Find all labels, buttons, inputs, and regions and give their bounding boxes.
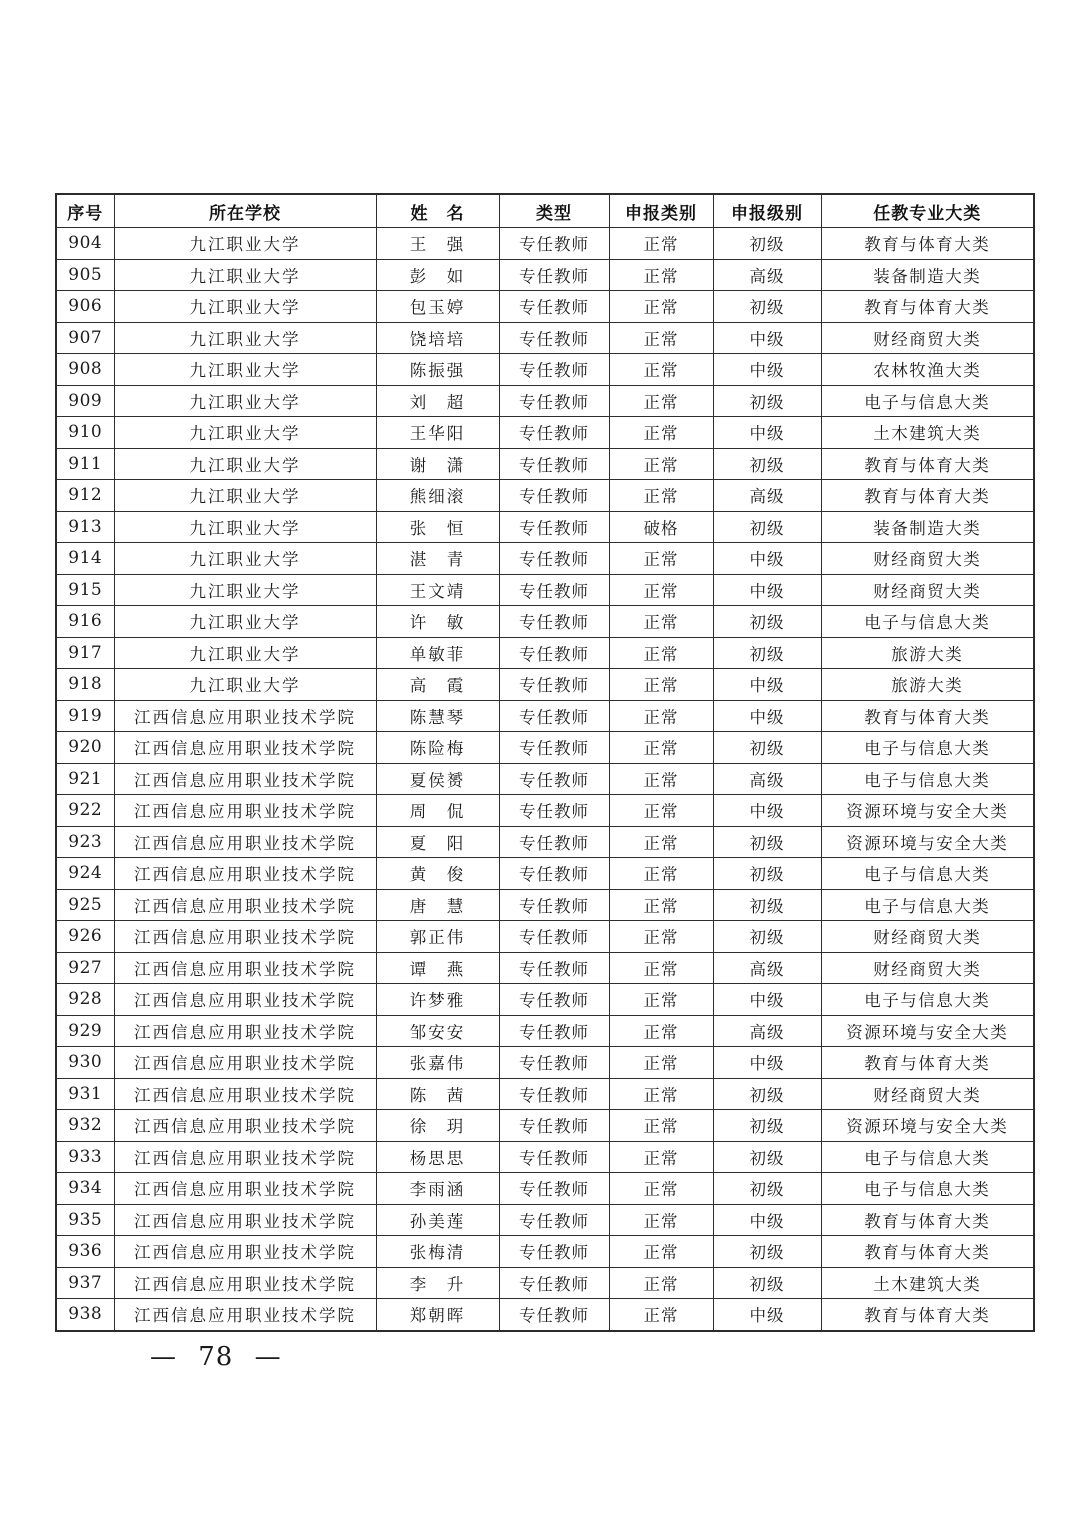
cell-apply_category: 正常 [609,763,713,795]
cell-school: 江西信息应用职业技术学院 [114,1236,376,1268]
cell-apply_level: 中级 [713,354,821,386]
cell-apply_category: 正常 [609,1141,713,1173]
cell-apply_category: 正常 [609,1047,713,1079]
cell-apply_category: 正常 [609,826,713,858]
cell-name: 张梅清 [376,1236,499,1268]
cell-major_category: 土木建筑大类 [821,417,1034,449]
cell-index: 934 [56,1173,114,1205]
cell-major_category: 电子与信息大类 [821,385,1034,417]
cell-index: 935 [56,1204,114,1236]
cell-name: 王华阳 [376,417,499,449]
cell-type: 专任教师 [499,952,609,984]
col-header-major-category: 任教专业大类 [821,194,1034,228]
table-row [56,448,1034,480]
cell-type: 专任教师 [499,637,609,669]
table-row [56,322,1034,354]
cell-apply_category: 正常 [609,1078,713,1110]
cell-name: 高 霞 [376,669,499,701]
cell-apply_category: 正常 [609,417,713,449]
cell-apply_level: 初级 [713,448,821,480]
table-row [56,291,1034,323]
cell-school: 江西信息应用职业技术学院 [114,700,376,732]
cell-apply_category: 破格 [609,511,713,543]
cell-type: 专任教师 [499,1236,609,1268]
cell-apply_level: 初级 [713,1267,821,1299]
cell-name: 孙美莲 [376,1204,499,1236]
cell-apply_level: 初级 [713,291,821,323]
cell-type: 专任教师 [499,1015,609,1047]
cell-index: 933 [56,1141,114,1173]
cell-apply_category: 正常 [609,669,713,701]
cell-name: 杨思思 [376,1141,499,1173]
cell-index: 930 [56,1047,114,1079]
cell-major_category: 财经商贸大类 [821,543,1034,575]
cell-major_category: 电子与信息大类 [821,889,1034,921]
table-row [56,354,1034,386]
table-row [56,858,1034,890]
cell-type: 专任教师 [499,1299,609,1331]
cell-apply_level: 初级 [713,732,821,764]
cell-apply_category: 正常 [609,448,713,480]
cell-name: 李 升 [376,1267,499,1299]
cell-apply_category: 正常 [609,259,713,291]
cell-school: 江西信息应用职业技术学院 [114,921,376,953]
cell-school: 九江职业大学 [114,259,376,291]
cell-apply_level: 初级 [713,228,821,260]
table-row [56,669,1034,701]
table-row [56,574,1034,606]
cell-apply_level: 中级 [713,795,821,827]
cell-major_category: 旅游大类 [821,669,1034,701]
cell-index: 927 [56,952,114,984]
cell-index: 922 [56,795,114,827]
cell-apply_level: 初级 [713,511,821,543]
table-row [56,952,1034,984]
cell-apply_category: 正常 [609,1299,713,1331]
teacher-roster-table [55,193,1035,1332]
cell-apply_level: 初级 [713,858,821,890]
cell-index: 938 [56,1299,114,1331]
cell-type: 专任教师 [499,889,609,921]
cell-name: 郭正伟 [376,921,499,953]
cell-major_category: 电子与信息大类 [821,858,1034,890]
cell-apply_level: 中级 [713,322,821,354]
cell-school: 江西信息应用职业技术学院 [114,1047,376,1079]
cell-index: 911 [56,448,114,480]
cell-major_category: 资源环境与安全大类 [821,826,1034,858]
cell-index: 914 [56,543,114,575]
table-row [56,1267,1034,1299]
cell-apply_level: 高级 [713,763,821,795]
cell-name: 唐 慧 [376,889,499,921]
cell-major_category: 农林牧渔大类 [821,354,1034,386]
cell-type: 专任教师 [499,480,609,512]
cell-apply_level: 高级 [713,259,821,291]
cell-apply_level: 初级 [713,1078,821,1110]
cell-school: 九江职业大学 [114,669,376,701]
cell-apply_category: 正常 [609,322,713,354]
cell-type: 专任教师 [499,228,609,260]
cell-type: 专任教师 [499,1173,609,1205]
cell-index: 913 [56,511,114,543]
cell-index: 925 [56,889,114,921]
cell-apply_level: 中级 [713,417,821,449]
cell-apply_category: 正常 [609,606,713,638]
cell-apply_category: 正常 [609,700,713,732]
table-row [56,1078,1034,1110]
cell-type: 专任教师 [499,291,609,323]
cell-name: 许梦雅 [376,984,499,1016]
cell-index: 908 [56,354,114,386]
cell-major_category: 电子与信息大类 [821,1141,1034,1173]
cell-school: 江西信息应用职业技术学院 [114,1173,376,1205]
table-row [56,637,1034,669]
col-header-apply-level: 申报级别 [713,194,821,228]
cell-index: 907 [56,322,114,354]
cell-school: 江西信息应用职业技术学院 [114,889,376,921]
cell-type: 专任教师 [499,1047,609,1079]
cell-apply_category: 正常 [609,1236,713,1268]
cell-index: 923 [56,826,114,858]
cell-type: 专任教师 [499,448,609,480]
cell-type: 专任教师 [499,732,609,764]
cell-school: 九江职业大学 [114,228,376,260]
cell-apply_level: 中级 [713,984,821,1016]
cell-major_category: 土木建筑大类 [821,1267,1034,1299]
cell-name: 张嘉伟 [376,1047,499,1079]
cell-major_category: 资源环境与安全大类 [821,1015,1034,1047]
cell-school: 江西信息应用职业技术学院 [114,1204,376,1236]
cell-type: 专任教师 [499,984,609,1016]
cell-type: 专任教师 [499,858,609,890]
cell-apply_level: 初级 [713,1236,821,1268]
cell-index: 920 [56,732,114,764]
cell-type: 专任教师 [499,1204,609,1236]
cell-name: 彭 如 [376,259,499,291]
cell-major_category: 财经商贸大类 [821,574,1034,606]
cell-major_category: 资源环境与安全大类 [821,795,1034,827]
cell-major_category: 教育与体育大类 [821,480,1034,512]
table-row [56,1141,1034,1173]
cell-apply_category: 正常 [609,1015,713,1047]
table-row [56,606,1034,638]
cell-school: 九江职业大学 [114,511,376,543]
cell-school: 九江职业大学 [114,322,376,354]
cell-type: 专任教师 [499,354,609,386]
cell-apply_level: 中级 [713,1299,821,1331]
cell-type: 专任教师 [499,606,609,638]
table-row [56,1299,1034,1331]
cell-name: 陈险梅 [376,732,499,764]
cell-name: 夏 阳 [376,826,499,858]
cell-major_category: 教育与体育大类 [821,1047,1034,1079]
cell-school: 九江职业大学 [114,606,376,638]
cell-index: 929 [56,1015,114,1047]
cell-school: 江西信息应用职业技术学院 [114,1078,376,1110]
cell-school: 江西信息应用职业技术学院 [114,826,376,858]
cell-type: 专任教师 [499,1078,609,1110]
cell-major_category: 财经商贸大类 [821,952,1034,984]
cell-index: 904 [56,228,114,260]
cell-school: 江西信息应用职业技术学院 [114,1141,376,1173]
cell-apply_level: 高级 [713,480,821,512]
table-row [56,385,1034,417]
table-row [56,732,1034,764]
cell-type: 专任教师 [499,385,609,417]
cell-index: 915 [56,574,114,606]
cell-apply_category: 正常 [609,1204,713,1236]
table-body [56,228,1034,1331]
cell-school: 江西信息应用职业技术学院 [114,763,376,795]
cell-type: 专任教师 [499,826,609,858]
cell-major_category: 装备制造大类 [821,259,1034,291]
cell-name: 黄 俊 [376,858,499,890]
cell-apply_level: 初级 [713,921,821,953]
col-header-type: 类型 [499,194,609,228]
cell-name: 张 恒 [376,511,499,543]
cell-type: 专任教师 [499,669,609,701]
cell-apply_category: 正常 [609,574,713,606]
cell-school: 九江职业大学 [114,543,376,575]
cell-apply_category: 正常 [609,228,713,260]
cell-index: 918 [56,669,114,701]
cell-apply_category: 正常 [609,543,713,575]
cell-type: 专任教师 [499,511,609,543]
cell-apply_category: 正常 [609,637,713,669]
cell-apply_level: 初级 [713,826,821,858]
cell-type: 专任教师 [499,417,609,449]
col-header-name: 姓 名 [376,194,499,228]
cell-index: 937 [56,1267,114,1299]
table-row [56,795,1034,827]
table-row [56,984,1034,1016]
cell-name: 陈慧琴 [376,700,499,732]
cell-major_category: 电子与信息大类 [821,606,1034,638]
cell-name: 王文靖 [376,574,499,606]
cell-name: 陈 茜 [376,1078,499,1110]
cell-school: 江西信息应用职业技术学院 [114,1299,376,1331]
cell-name: 郑朝晖 [376,1299,499,1331]
cell-major_category: 财经商贸大类 [821,1078,1034,1110]
cell-type: 专任教师 [499,1267,609,1299]
cell-school: 九江职业大学 [114,385,376,417]
cell-index: 924 [56,858,114,890]
cell-index: 910 [56,417,114,449]
cell-apply_level: 初级 [713,889,821,921]
cell-school: 九江职业大学 [114,480,376,512]
cell-index: 932 [56,1110,114,1142]
cell-apply_category: 正常 [609,354,713,386]
cell-apply_level: 中级 [713,543,821,575]
cell-school: 江西信息应用职业技术学院 [114,1015,376,1047]
table-row [56,1047,1034,1079]
cell-apply_level: 初级 [713,1110,821,1142]
table-row [56,826,1034,858]
cell-type: 专任教师 [499,574,609,606]
cell-index: 905 [56,259,114,291]
cell-name: 许 敏 [376,606,499,638]
cell-type: 专任教师 [499,795,609,827]
cell-major_category: 教育与体育大类 [821,1236,1034,1268]
cell-apply_category: 正常 [609,952,713,984]
cell-apply_level: 高级 [713,952,821,984]
table-row [56,228,1034,260]
cell-index: 906 [56,291,114,323]
cell-type: 专任教师 [499,322,609,354]
cell-type: 专任教师 [499,1110,609,1142]
cell-major_category: 教育与体育大类 [821,1204,1034,1236]
cell-apply_level: 中级 [713,574,821,606]
cell-apply_level: 中级 [713,669,821,701]
cell-school: 江西信息应用职业技术学院 [114,984,376,1016]
cell-apply_level: 初级 [713,1173,821,1205]
cell-index: 919 [56,700,114,732]
cell-apply_category: 正常 [609,889,713,921]
cell-major_category: 教育与体育大类 [821,1299,1034,1331]
cell-major_category: 教育与体育大类 [821,291,1034,323]
cell-school: 九江职业大学 [114,417,376,449]
col-header-school: 所在学校 [114,194,376,228]
cell-school: 江西信息应用职业技术学院 [114,1267,376,1299]
cell-apply_level: 中级 [713,1047,821,1079]
cell-major_category: 装备制造大类 [821,511,1034,543]
table-row [56,1173,1034,1205]
cell-apply_level: 中级 [713,1204,821,1236]
cell-major_category: 教育与体育大类 [821,448,1034,480]
col-header-index: 序号 [56,194,114,228]
cell-type: 专任教师 [499,543,609,575]
cell-major_category: 资源环境与安全大类 [821,1110,1034,1142]
teacher-roster-table-wrap [55,193,1035,1332]
cell-name: 徐 玥 [376,1110,499,1142]
cell-school: 江西信息应用职业技术学院 [114,732,376,764]
cell-major_category: 教育与体育大类 [821,700,1034,732]
cell-index: 909 [56,385,114,417]
table-row [56,1110,1034,1142]
cell-name: 单敏菲 [376,637,499,669]
table-row [56,1015,1034,1047]
cell-apply_category: 正常 [609,732,713,764]
cell-name: 李雨涵 [376,1173,499,1205]
cell-major_category: 旅游大类 [821,637,1034,669]
cell-major_category: 电子与信息大类 [821,732,1034,764]
cell-apply_level: 初级 [713,606,821,638]
cell-school: 江西信息应用职业技术学院 [114,1110,376,1142]
table-row [56,511,1034,543]
cell-apply_category: 正常 [609,480,713,512]
cell-apply_category: 正常 [609,795,713,827]
cell-name: 包玉婷 [376,291,499,323]
cell-name: 湛 青 [376,543,499,575]
col-header-apply-category: 申报类别 [609,194,713,228]
table-row [56,417,1034,449]
table-row [56,480,1034,512]
cell-apply_category: 正常 [609,984,713,1016]
cell-apply_category: 正常 [609,291,713,323]
cell-major_category: 电子与信息大类 [821,984,1034,1016]
cell-school: 九江职业大学 [114,574,376,606]
cell-school: 九江职业大学 [114,637,376,669]
cell-major_category: 财经商贸大类 [821,322,1034,354]
cell-name: 熊细滚 [376,480,499,512]
cell-major_category: 电子与信息大类 [821,763,1034,795]
table-row [56,259,1034,291]
cell-apply_level: 初级 [713,385,821,417]
cell-school: 九江职业大学 [114,291,376,323]
cell-school: 江西信息应用职业技术学院 [114,952,376,984]
table-row [56,889,1034,921]
cell-index: 916 [56,606,114,638]
table-row [56,921,1034,953]
cell-school: 九江职业大学 [114,448,376,480]
cell-type: 专任教师 [499,763,609,795]
cell-name: 谢 潇 [376,448,499,480]
table-row [56,543,1034,575]
cell-name: 刘 超 [376,385,499,417]
header-row [56,194,1034,228]
cell-index: 936 [56,1236,114,1268]
cell-apply_category: 正常 [609,385,713,417]
cell-index: 921 [56,763,114,795]
cell-name: 谭 燕 [376,952,499,984]
table-row [56,1236,1034,1268]
cell-apply_category: 正常 [609,1110,713,1142]
cell-type: 专任教师 [499,921,609,953]
cell-index: 912 [56,480,114,512]
cell-major_category: 电子与信息大类 [821,1173,1034,1205]
table-row [56,700,1034,732]
cell-name: 周 侃 [376,795,499,827]
cell-apply_level: 初级 [713,1141,821,1173]
cell-apply_category: 正常 [609,921,713,953]
cell-type: 专任教师 [499,259,609,291]
cell-apply_level: 高级 [713,1015,821,1047]
table-row [56,1204,1034,1236]
cell-school: 江西信息应用职业技术学院 [114,858,376,890]
cell-major_category: 教育与体育大类 [821,228,1034,260]
cell-school: 江西信息应用职业技术学院 [114,795,376,827]
cell-apply_category: 正常 [609,858,713,890]
cell-name: 饶培培 [376,322,499,354]
cell-apply_category: 正常 [609,1173,713,1205]
cell-apply_level: 中级 [713,700,821,732]
cell-major_category: 财经商贸大类 [821,921,1034,953]
cell-school: 九江职业大学 [114,354,376,386]
cell-name: 王 强 [376,228,499,260]
cell-name: 夏侯赟 [376,763,499,795]
cell-index: 917 [56,637,114,669]
cell-apply_level: 初级 [713,637,821,669]
cell-name: 陈振强 [376,354,499,386]
cell-apply_category: 正常 [609,1267,713,1299]
cell-name: 邹安安 [376,1015,499,1047]
page-number: — 78 — [150,1342,282,1372]
cell-index: 931 [56,1078,114,1110]
cell-type: 专任教师 [499,700,609,732]
cell-index: 926 [56,921,114,953]
table-row [56,763,1034,795]
cell-index: 928 [56,984,114,1016]
cell-type: 专任教师 [499,1141,609,1173]
